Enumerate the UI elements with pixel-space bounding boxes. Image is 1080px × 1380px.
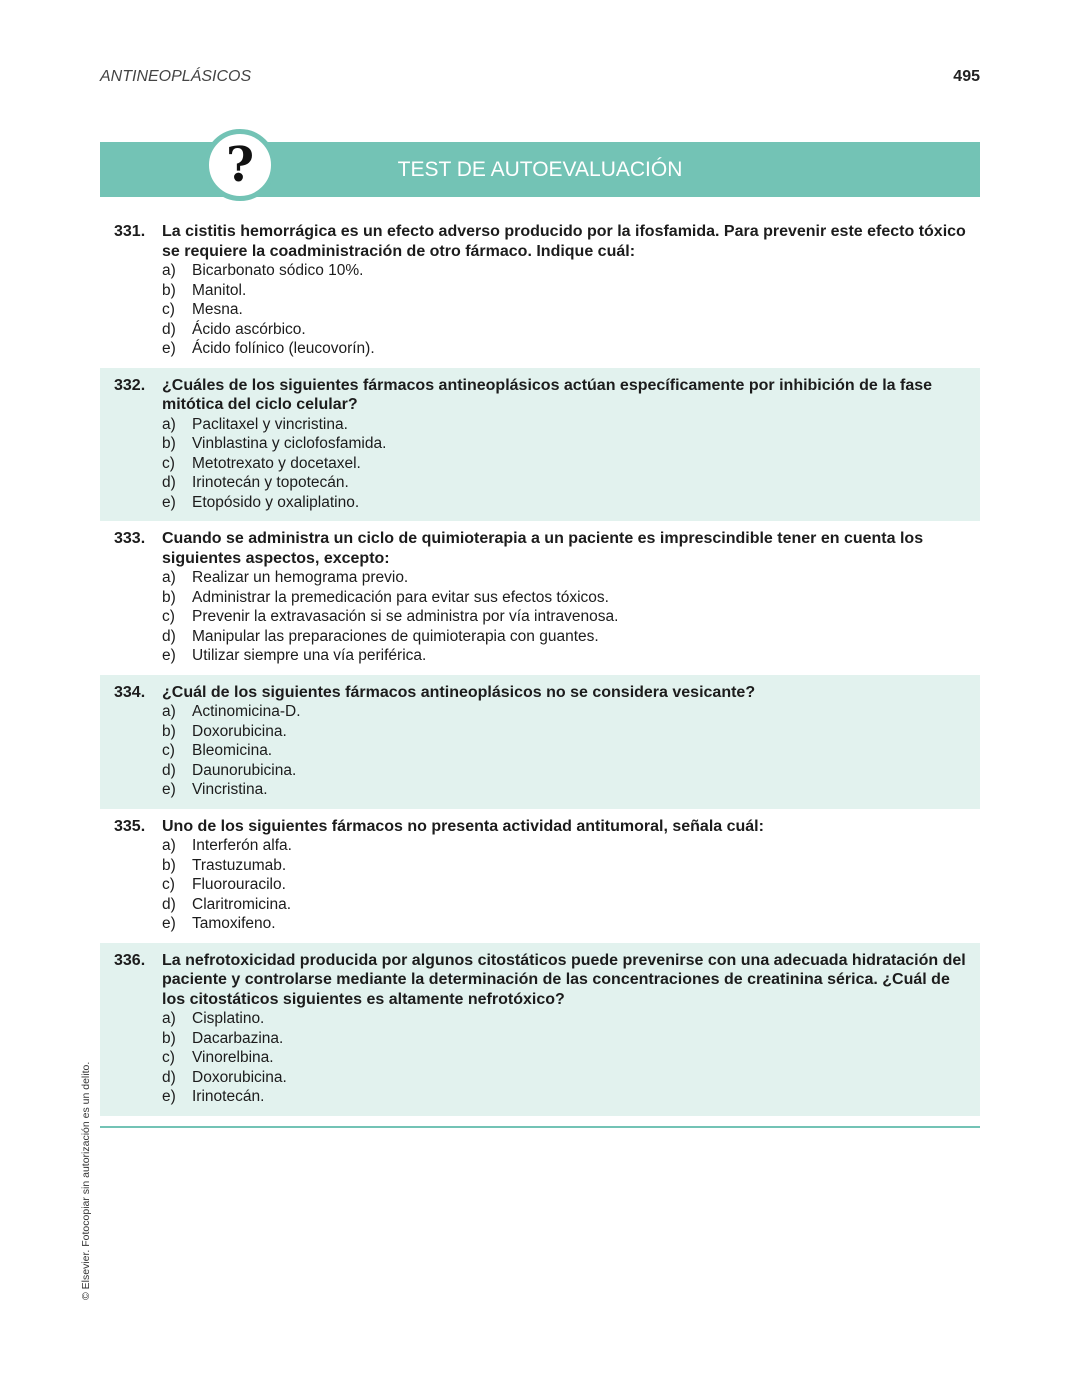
- option-letter: e): [162, 493, 176, 511]
- option-list: [114, 261, 966, 359]
- option-letter: b): [162, 1029, 176, 1047]
- option-text: Vinblastina y ciclofosfamida.: [192, 435, 387, 452]
- option-letter: b): [162, 856, 176, 874]
- option-text: Actinomicina-D.: [192, 703, 301, 720]
- option-letter: a): [162, 569, 176, 586]
- option-letter: a): [162, 837, 176, 854]
- option-letter: e): [162, 647, 176, 664]
- question-block: [100, 368, 980, 522]
- option-list: [114, 415, 966, 513]
- option-text: Doxorubicina.: [192, 1068, 287, 1086]
- option-text: Irinotecán.: [192, 1088, 265, 1105]
- question-block: [100, 521, 980, 675]
- question-number: 336.: [114, 951, 146, 969]
- question-number: 331.: [114, 223, 146, 240]
- option-letter: c): [162, 454, 175, 472]
- option-text: Prevenir la extravasación si se administra por vía intravenosa.: [192, 608, 619, 625]
- option-text: Irinotecán y topotecán.: [192, 474, 349, 491]
- option-list: [114, 568, 966, 666]
- question-text: ¿Cuál de los siguientes fármacos antineoplásicos no se considera vesicante?: [162, 683, 756, 701]
- question-block: [100, 675, 980, 809]
- option-letter: b): [162, 435, 176, 452]
- option-letter: d): [162, 474, 176, 491]
- option-text: Claritromicina.: [192, 895, 292, 913]
- option-letter: c): [162, 608, 175, 625]
- option-letter: a): [162, 703, 176, 720]
- section-title: ANTINEOPLÁSICOS: [100, 68, 252, 85]
- answer-option: [114, 607, 966, 627]
- page-header: [100, 68, 980, 86]
- option-letter: e): [162, 915, 176, 932]
- option-letter: e): [162, 1088, 176, 1105]
- question-number: 333.: [114, 530, 146, 547]
- question-block: [100, 222, 980, 368]
- question-header: [114, 376, 966, 415]
- answer-option: [114, 741, 966, 761]
- option-text: Mesna.: [192, 301, 243, 318]
- copyright-notice: © Elsevier. Fotocopiar sin autorización es un delito.: [80, 1061, 92, 1300]
- option-text: Trastuzumab.: [192, 856, 287, 874]
- answer-option: [114, 434, 966, 454]
- answer-option: [114, 875, 966, 895]
- question-mark-icon: [204, 129, 276, 201]
- answer-option: [114, 1048, 966, 1068]
- option-text: Manipular las preparaciones de quimioterapia con guantes.: [192, 627, 599, 645]
- option-text: Doxorubicina.: [192, 722, 287, 740]
- question-block: [100, 809, 980, 943]
- answer-option: [114, 1029, 966, 1049]
- option-text: Vincristina.: [192, 781, 268, 798]
- question-text: Uno de los siguientes fármacos no presenta actividad antitumoral, señala cuál:: [162, 817, 764, 835]
- option-letter: a): [162, 415, 176, 433]
- answer-option: [114, 568, 966, 588]
- option-list: [114, 836, 966, 934]
- option-letter: d): [162, 627, 176, 645]
- option-letter: c): [162, 1049, 175, 1066]
- option-letter: e): [162, 781, 176, 798]
- answer-option: [114, 1087, 966, 1107]
- option-letter: d): [162, 1068, 176, 1086]
- answer-option: [114, 415, 966, 435]
- answer-option: [114, 702, 966, 722]
- answer-option: [114, 722, 966, 742]
- question-header: [114, 951, 966, 1010]
- answer-option: [114, 856, 966, 876]
- question-text: La nefrotoxicidad producida por algunos citostáticos puede prevenirse con una adecuada hidratación del paciente y controlarse mediante la determinación de las concentraciones de creatinina sérica. ¿Cuál de los citostáticos siguientes es altamente nefrotóxico?: [162, 951, 966, 1008]
- option-text: Bleomicina.: [192, 742, 273, 759]
- answer-option: [114, 1009, 966, 1029]
- answer-option: [114, 281, 966, 301]
- option-text: Administrar la premedicación para evitar sus efectos tóxicos.: [192, 588, 609, 606]
- answer-option: [114, 454, 966, 474]
- answer-option: [114, 895, 966, 915]
- option-letter: e): [162, 340, 176, 357]
- question-header: [114, 529, 966, 568]
- option-letter: c): [162, 876, 175, 893]
- option-letter: a): [162, 1010, 176, 1027]
- option-text: Tamoxifeno.: [192, 915, 276, 932]
- option-list: [114, 702, 966, 800]
- answer-option: [114, 780, 966, 800]
- option-text: Manitol.: [192, 281, 247, 299]
- option-letter: a): [162, 262, 176, 279]
- option-text: Metotrexato y docetaxel.: [192, 454, 361, 472]
- answer-option: [114, 300, 966, 320]
- question-number: 335.: [114, 817, 146, 835]
- answer-option: [114, 1068, 966, 1088]
- option-text: Dacarbazina.: [192, 1029, 284, 1047]
- question-text: Cuando se administra un ciclo de quimioterapia a un paciente es imprescindible tener en cuenta los siguientes aspectos, excepto:: [162, 530, 924, 567]
- answer-option: [114, 261, 966, 281]
- option-text: Utilizar siempre una vía periférica.: [192, 647, 427, 664]
- option-text: Daunorubicina.: [192, 761, 297, 779]
- option-letter: d): [162, 895, 176, 913]
- option-text: Bicarbonato sódico 10%.: [192, 262, 364, 279]
- option-text: Etopósido y oxaliplatino.: [192, 493, 360, 511]
- option-list: [114, 1009, 966, 1107]
- question-mark-symbol: ?: [225, 137, 255, 193]
- bottom-divider: [100, 1126, 980, 1128]
- answer-option: [114, 339, 966, 359]
- answer-option: [114, 588, 966, 608]
- answer-option: [114, 320, 966, 340]
- answer-option: [114, 761, 966, 781]
- option-text: Realizar un hemograma previo.: [192, 569, 409, 586]
- option-text: Ácido folínico (leucovorín).: [192, 340, 375, 357]
- question-text: ¿Cuáles de los siguientes fármacos antineoplásicos actúan específicamente por inhibición de la fase mitótica del ciclo celular?: [162, 376, 933, 413]
- option-letter: b): [162, 588, 176, 606]
- banner-title: TEST DE AUTOEVALUACIÓN: [397, 158, 683, 181]
- option-letter: d): [162, 761, 176, 779]
- answer-option: [114, 836, 966, 856]
- option-letter: b): [162, 722, 176, 740]
- question-header: [114, 683, 966, 703]
- question-block: [100, 943, 980, 1116]
- option-text: Paclitaxel y vincristina.: [192, 415, 348, 433]
- page-number: 495: [953, 68, 980, 85]
- option-text: Vinorelbina.: [192, 1049, 274, 1066]
- answer-option: [114, 646, 966, 666]
- option-letter: d): [162, 320, 176, 338]
- option-text: Fluorouracilo.: [192, 876, 286, 893]
- option-text: Ácido ascórbico.: [192, 320, 306, 338]
- option-letter: c): [162, 301, 175, 318]
- option-text: Interferón alfa.: [192, 837, 292, 854]
- question-header: [114, 222, 966, 261]
- question-header: [114, 817, 966, 837]
- answer-option: [114, 473, 966, 493]
- question-number: 332.: [114, 376, 146, 394]
- option-text: Cisplatino.: [192, 1010, 265, 1027]
- question-list: [100, 222, 980, 1116]
- answer-option: [114, 914, 966, 934]
- option-letter: b): [162, 281, 176, 299]
- question-text: La cistitis hemorrágica es un efecto adverso producido por la ifosfamida. Para prevenir este efecto tóxico se requiere la coadministración de otro fármaco. Indique cuál:: [162, 223, 966, 260]
- answer-option: [114, 627, 966, 647]
- option-letter: c): [162, 742, 175, 759]
- answer-option: [114, 493, 966, 513]
- question-number: 334.: [114, 683, 146, 701]
